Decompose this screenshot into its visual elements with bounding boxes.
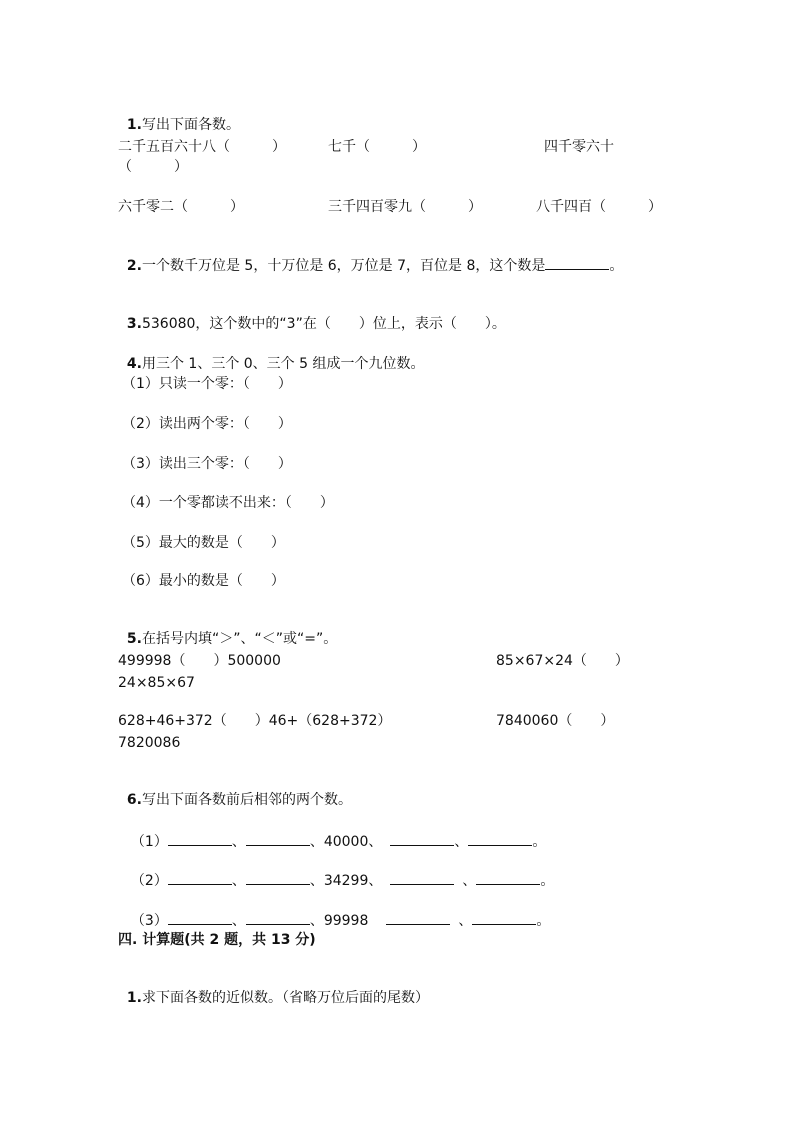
q4-title: 4.用三个 1、三个 0、三个 5 组成一个九位数。	[126, 356, 425, 372]
answer-blank[interactable]	[390, 831, 454, 846]
q4-item-1: （1）只读一个零：（ ）	[122, 376, 292, 392]
answer-blank[interactable]	[246, 910, 310, 925]
q6-row-2: （2） 、 、34299、 、 。	[122, 852, 554, 890]
answer-blank[interactable]	[545, 255, 609, 270]
q5-item-4-rhs: 7820086	[118, 735, 181, 751]
answer-blank[interactable]	[386, 910, 450, 925]
answer-blank[interactable]	[246, 831, 310, 846]
section-heading: 四. 计算题(共 2 题，共 13 分)	[118, 932, 316, 948]
answer-blank[interactable]	[472, 910, 536, 925]
q2-text: 2.一个数千万位是 5，十万位是 6，万位是 7，百位是 8，这个数是 。	[118, 237, 623, 275]
answer-blank[interactable]	[468, 831, 532, 846]
q6-row-1: （1） 、 、40000、 、 。	[122, 813, 546, 851]
q4-item-4: （4）一个零都读不出来：（ ）	[122, 495, 334, 511]
q1-item-2: 七千（ ）	[328, 139, 426, 155]
q1-item-1: 二千五百六十八（ ）	[118, 139, 286, 155]
q1-title: 1.写出下面各数。	[126, 117, 240, 133]
q1-item-5: 三千四百零九（ ）	[328, 199, 482, 215]
q5-item-2-rhs: 24×85×67	[118, 675, 195, 691]
s4-q1-text: 1.求下面各数的近似数。（省略万位后面的尾数）	[126, 990, 429, 1006]
q5-item-4: 7840060（ ）	[496, 713, 615, 729]
q4-item-6: （6）最小的数是（ ）	[122, 573, 285, 589]
q4-item-5: （5）最大的数是（ ）	[122, 535, 285, 551]
q1-item-3: 四千零六十	[544, 139, 614, 155]
q4-item-3: （3）读出三个零：（ ）	[122, 456, 292, 472]
q5-item-1: 499998（ ）500000	[118, 653, 281, 669]
answer-blank[interactable]	[168, 870, 232, 885]
q5-item-3: 628+46+372（ ）46+（628+372）	[118, 713, 392, 729]
q1-item-6: 八千四百（ ）	[536, 199, 662, 215]
q1-item-3-blank: （ ）	[118, 159, 188, 175]
answer-blank[interactable]	[168, 910, 232, 925]
answer-blank[interactable]	[476, 870, 540, 885]
answer-blank[interactable]	[168, 831, 232, 846]
q6-title: 6.写出下面各数前后相邻的两个数。	[126, 792, 352, 808]
q3-text: 3.536080，这个数中的“3”在（ ）位上，表示（ ）。	[126, 316, 506, 332]
q5-item-2: 85×67×24（ ）	[496, 653, 629, 669]
q1-item-4: 六千零二（ ）	[118, 199, 244, 215]
q5-title: 5.在括号内填“＞”、“＜”或“=”。	[126, 631, 338, 647]
q4-item-2: （2）读出两个零：（ ）	[122, 416, 292, 432]
answer-blank[interactable]	[390, 870, 454, 885]
q6-row-3: （3） 、 、99998 、 。	[122, 892, 550, 930]
answer-blank[interactable]	[246, 870, 310, 885]
